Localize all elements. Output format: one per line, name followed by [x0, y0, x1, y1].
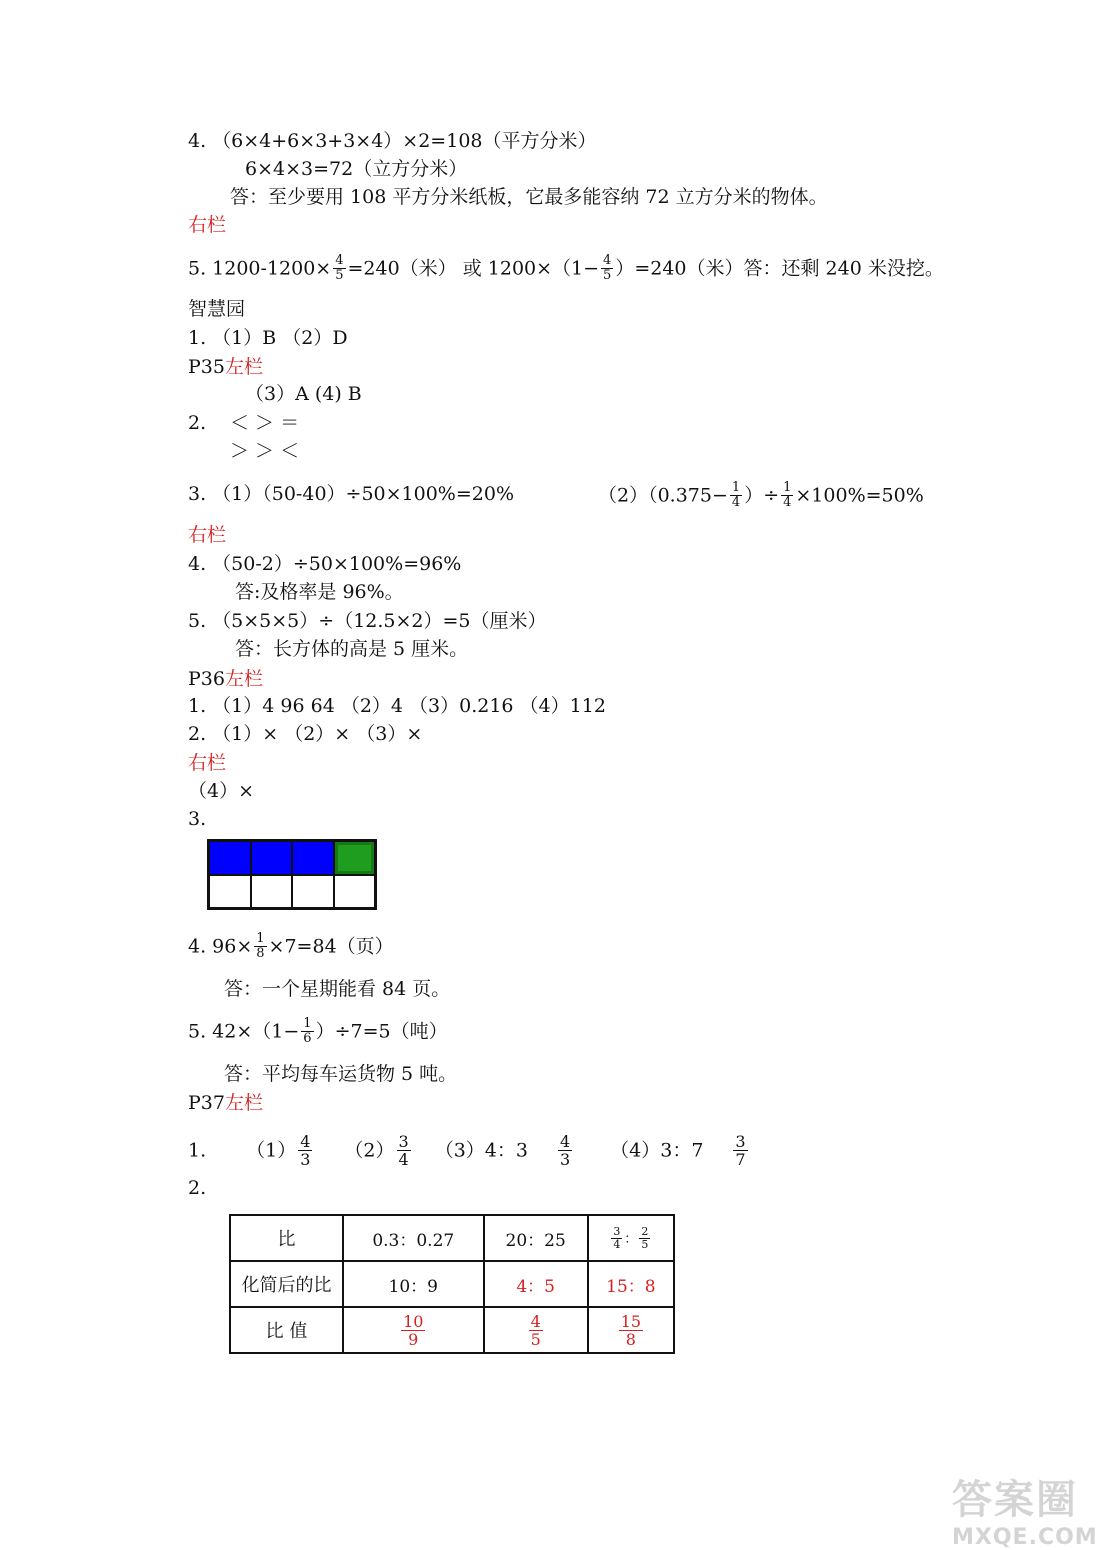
- table-row: [230, 1261, 674, 1307]
- fraction: $\frac{3}{4}$: [398, 1132, 409, 1169]
- fraction: $\frac{1}{4}$: [731, 480, 741, 510]
- p34-q4-line1: 4. （6×4+6×3+3×4）×2=108（平方分米）: [188, 130, 597, 152]
- table-cell: [484, 1307, 588, 1353]
- fraction: $\frac{2}{5}$: [641, 1224, 649, 1251]
- p36-q2-cont: （4）×: [188, 780, 255, 802]
- page-header-p37: P37左栏: [188, 1092, 263, 1114]
- table-row: [230, 1307, 674, 1353]
- table-cell: [588, 1307, 674, 1353]
- page-header-p36: P36左栏: [188, 668, 263, 690]
- grid-cell-shaded: [209, 841, 251, 875]
- p34-q4-answer: 答：至少要用 108 平方分米纸板，它最多能容纳 72 立方分米的物体。: [230, 186, 828, 208]
- right-column-label: 右栏: [188, 214, 227, 236]
- grid-cell-shaded: [292, 841, 334, 875]
- row-header: 化简后的比: [230, 1261, 343, 1307]
- fraction: $\frac{10}{9}$: [403, 1311, 424, 1349]
- table-cell: 10：9: [343, 1261, 484, 1307]
- p36-q2: 2. （1）× （2）× （3）×: [188, 723, 423, 745]
- table-row: [230, 1215, 674, 1261]
- fraction: $\frac{4}{3}$: [300, 1132, 311, 1169]
- grid-cell-shaded: [251, 841, 293, 875]
- fraction: $\frac{4}{5}$: [530, 1311, 541, 1349]
- grid-cell-empty: [292, 875, 334, 909]
- table-cell: 20：25: [484, 1215, 588, 1261]
- p34-q5: 5. 1200-1200× $\frac{4}{5}$ =240（米） 或 1200×（1− $\frac{4}{5}$ ）=240（米）答：还剩 240 米没挖。: [188, 253, 944, 283]
- grid-cell-empty: [251, 875, 293, 909]
- section-title-wisdom: 智慧园: [188, 298, 246, 320]
- p35-q4: 4. （50-2）÷50×100%=96%: [188, 553, 462, 575]
- p36-q3-label: 3.: [188, 808, 207, 830]
- fraction: $\frac{1}{8}$: [256, 931, 265, 961]
- page-header-p35: P35左栏: [188, 356, 263, 378]
- p35-q3-part2: （2）（0.375− $\frac{1}{4}$ ）÷ $\frac{1}{4}$ ×100%=50%: [598, 480, 924, 510]
- row-header: 比: [230, 1215, 343, 1261]
- right-column-label: 右栏: [188, 524, 227, 546]
- table-cell: 4：5: [484, 1261, 588, 1307]
- grid-cell-empty: [209, 875, 251, 909]
- table-cell: $\frac{3}{4}$ ： $\frac{2}{5}$: [588, 1215, 674, 1261]
- fraction: $\frac{4}{5}$: [335, 253, 344, 283]
- fraction: $\frac{3}{4}$: [613, 1224, 621, 1251]
- p36-q1: 1. （1）4 96 64 （2）4 （3）0.216 （4）112: [188, 695, 606, 717]
- grid-cell-highlight: [334, 841, 376, 875]
- grid-cell-empty: [334, 875, 376, 909]
- wisdom-q1: 1. （1）B （2）D: [188, 327, 348, 349]
- p36-q5: 5. 42×（1− $\frac{1}{6}$ ）÷7=5（吨）: [188, 1016, 448, 1046]
- p35-q4-answer: 答:及格率是 96%。: [235, 581, 404, 603]
- p35-q2-row1: ＜ ＞ ＝: [230, 412, 300, 434]
- p37-q2-label: 2.: [188, 1177, 207, 1199]
- p36-q4: 4. 96× $\frac{1}{8}$ ×7=84（页）: [188, 931, 394, 961]
- p35-q5: 5. （5×5×5）÷（12.5×2）=5（厘米）: [188, 610, 547, 632]
- table-cell: [343, 1307, 484, 1353]
- p35-q2-label: 2.: [188, 412, 207, 434]
- wisdom-q1-cont: （3）A (4) B: [245, 383, 362, 405]
- fraction: $\frac{15}{8}$: [620, 1311, 642, 1349]
- watermark-logo: 答案圈 MXQE.COM: [952, 1477, 1098, 1550]
- p36-q5-answer: 答：平均每车运货物 5 吨。: [224, 1063, 458, 1085]
- fraction: $\frac{3}{7}$: [735, 1132, 746, 1169]
- p35-q2-row2: ＞ ＞ ＜: [230, 440, 300, 462]
- fraction: $\frac{4}{3}$: [559, 1132, 571, 1169]
- fraction: $\frac{1}{6}$: [303, 1016, 312, 1046]
- table-cell: 0.3：0.27: [343, 1215, 484, 1261]
- ratio-table: [229, 1214, 675, 1354]
- fraction: $\frac{1}{4}$: [783, 480, 792, 510]
- table-cell: 15：8: [588, 1261, 674, 1307]
- p35-q3-part1: 3. （1）（50-40）÷50×100%=20%: [188, 483, 515, 505]
- right-column-label: 右栏: [188, 752, 227, 774]
- p35-q5-answer: 答：长方体的高是 5 厘米。: [235, 638, 469, 660]
- p36-q4-answer: 答：一个星期能看 84 页。: [224, 978, 451, 1000]
- fraction-grid: [207, 839, 377, 910]
- fraction: $\frac{4}{5}$: [603, 253, 612, 283]
- row-header: 比 值: [230, 1307, 343, 1353]
- p37-q1: 1. （1） $\frac{4}{3}$ （2） $\frac{3}{4}$ （3）4：3 $\frac{4}{3}$ （4）3：7 $\frac{3}{7}$: [188, 1132, 746, 1169]
- p34-q4-line2: 6×4×3=72（立方分米）: [245, 158, 468, 180]
